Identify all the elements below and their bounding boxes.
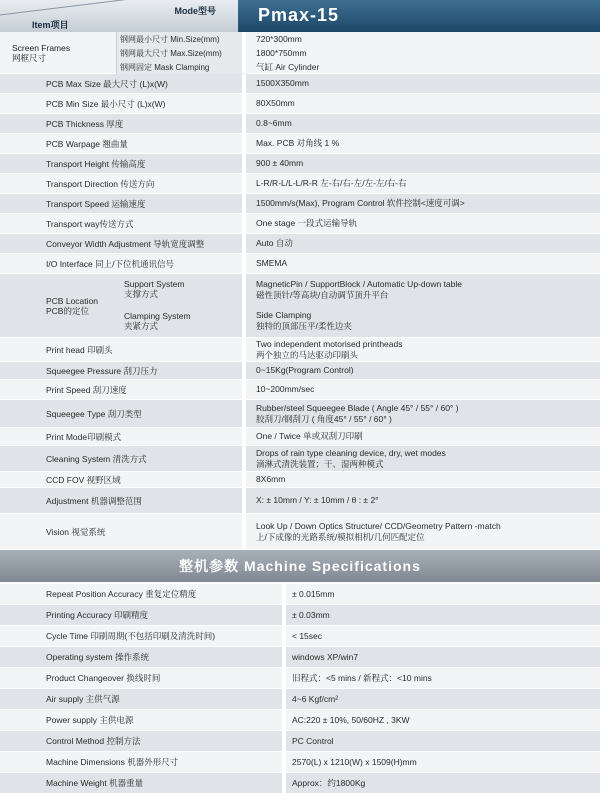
support-system-label-cn: 支撑方式 — [124, 289, 159, 299]
screen-frames-row — [0, 32, 600, 74]
machine-spec-value: < 15sec — [292, 631, 323, 641]
table-row — [0, 234, 600, 254]
spec-label: PCB Min Size 最小尺寸 (L)x(W) — [46, 98, 166, 109]
spec-value-line: X: ± 10mm / Y: ± 10mm / θ : ± 2° — [256, 495, 379, 505]
column-divider — [282, 647, 286, 667]
spec-value-line: Look Up / Down Optics Structure/ CCD/Geometry Pattern -match — [256, 520, 501, 531]
spec-label: Print Mode印刷模式 — [46, 431, 122, 442]
machine-spec-value: 旧程式：<5 mins / 新程式：<10 mins — [292, 673, 432, 683]
table-row — [0, 514, 600, 550]
column-divider — [282, 752, 286, 772]
machine-spec-value: windows XP/win7 — [292, 652, 359, 662]
machine-spec-value: 2570(L) x 1210(W) x 1509(H)mm — [292, 757, 417, 767]
support-system-value — [256, 277, 596, 303]
column-divider — [282, 689, 286, 709]
spec-value: 80X50mm — [256, 98, 295, 108]
screen-frames-label-en: Screen Frames — [12, 43, 71, 53]
header-label-cell — [0, 0, 238, 32]
table-row — [0, 174, 600, 194]
machine-spec-value: ± 0.015mm — [292, 589, 335, 599]
column-divider — [242, 274, 246, 337]
column-divider — [282, 731, 286, 751]
clamping-system-label-en: Clamping System — [124, 311, 191, 321]
column-divider — [282, 773, 286, 793]
machine-spec-label: Power supply 主供电源 — [46, 715, 134, 725]
machine-spec-value: 4~6 Kgf/cm² — [292, 694, 339, 704]
spec-value: 1500mm/s(Max), Program Control 软件控制<速度可调> — [256, 198, 465, 208]
column-divider — [282, 668, 286, 688]
table-row — [0, 731, 600, 752]
machine-spec-label: Operating system 操作系统 — [46, 652, 149, 662]
column-divider — [242, 472, 246, 487]
spec-label: Squeegee Pressure 刮刀压力 — [46, 365, 158, 376]
column-divider — [242, 338, 246, 361]
spec-value-line: 8X6mm — [256, 474, 286, 484]
column-divider — [242, 234, 246, 253]
screen-frames-sub-label: 钢网最大尺寸 Max.Size(mm) — [120, 48, 222, 58]
column-divider — [282, 710, 286, 730]
model-name-cell — [238, 0, 600, 32]
spec-value-line: 10~200mm/sec — [256, 384, 315, 394]
column-divider — [242, 194, 246, 213]
table-row — [0, 114, 600, 134]
table-row — [0, 488, 600, 514]
column-divider — [242, 428, 246, 445]
spec-label: PCB Warpage 翘曲量 — [46, 138, 128, 149]
screen-frames-sub-label: 钢网固定 Mask Clamping — [120, 62, 210, 72]
table-row — [0, 584, 600, 605]
table-row — [0, 605, 600, 626]
spec-value-line: 两个独立的马达驱动印刷头 — [256, 349, 359, 360]
table-row — [0, 689, 600, 710]
model-column-label: Mode型号 — [174, 6, 216, 16]
column-divider — [242, 362, 246, 379]
machine-spec-value: Approx：约1800Kg — [292, 778, 366, 788]
screen-frames-label — [0, 32, 118, 74]
support-system-label-en: Support System — [124, 279, 185, 289]
spec-label: Transport Height 传输高度 — [46, 158, 146, 169]
clamping-system-value — [256, 308, 596, 334]
spec-value-line: 0~15Kg(Program Control) — [256, 365, 354, 375]
support-system-value-en: MagneticPin / SupportBlock / Automatic Up-down table — [256, 279, 462, 289]
spec-label: PCB Thickness 厚度 — [46, 118, 124, 129]
spec-label: Print head 印刷头 — [46, 344, 113, 355]
machine-spec-label: Cycle Time 印刷周期(不包括印刷及清洗时间) — [46, 631, 216, 641]
spec-value-line: Two independent motorised printheads — [256, 338, 403, 349]
spec-value-line: One / Twice 单或双刮刀印刷 — [256, 431, 363, 441]
table-row — [0, 446, 600, 472]
column-divider — [242, 154, 246, 173]
spec-value: One stage 一段式运输导轨 — [256, 218, 358, 228]
spec-label: Cleaning System 清洗方式 — [46, 453, 147, 464]
spec-value-line: 滴淋式清洗装置；干、湿两种模式 — [256, 458, 384, 469]
column-divider — [242, 74, 246, 93]
screen-frames-value: 1800*750mm — [256, 47, 307, 58]
table-row — [0, 647, 600, 668]
table-row — [0, 428, 600, 446]
column-divider — [282, 605, 286, 625]
table-row — [0, 74, 600, 94]
table-row — [0, 254, 600, 274]
column-divider — [242, 400, 246, 427]
table-row — [0, 752, 600, 773]
column-divider — [242, 174, 246, 193]
machine-spec-value: ± 0.03mm — [292, 610, 330, 620]
clamping-system-label-cn: 夹紧方式 — [124, 321, 159, 331]
column-divider — [282, 584, 286, 604]
table-row — [0, 380, 600, 400]
machine-spec-label: Machine Weight 机器重量 — [46, 778, 144, 788]
spec-label: Transport way传送方式 — [46, 218, 134, 229]
spec-value — [256, 488, 596, 513]
spec-value — [256, 380, 596, 399]
table-row — [0, 214, 600, 234]
spec-value: 0.8~6mm — [256, 118, 292, 128]
machine-spec-label: Air supply 主供气源 — [46, 694, 120, 704]
spec-value: Max. PCB 对角线 1 % — [256, 138, 340, 148]
clamping-system-value-en: Side Clamping — [256, 310, 312, 320]
spec-value: Auto 自动 — [256, 238, 293, 248]
table-row — [0, 194, 600, 214]
spec-value — [256, 428, 596, 445]
spec-value — [256, 400, 596, 427]
table-row — [0, 94, 600, 114]
machine-spec-label: Repeat Position Accuracy 重复定位精度 — [46, 589, 197, 599]
table-header — [0, 0, 600, 32]
column-divider — [242, 446, 246, 471]
spec-value-line: 上/下成像的光路系统/模拟相机/几何匹配定位 — [256, 531, 425, 542]
support-system-value-cn: 磁性顶针/等高块/自动调节顶升平台 — [256, 290, 389, 300]
spec-label: Adjustment 机器调整范围 — [46, 495, 142, 506]
spec-label: CCD FOV 视野区域 — [46, 474, 121, 485]
table-row — [0, 626, 600, 647]
table-row — [0, 362, 600, 380]
spec-value-line: Rubber/steel Squeegee Blade ( Angle 45° / 55° / 60° ) — [256, 402, 459, 413]
spec-value: 1500X350mm — [256, 78, 309, 88]
spec-label: PCB Max Size 最大尺寸 (L)x(W) — [46, 78, 168, 89]
screen-frames-sub-label: 钢网最小尺寸 Min.Size(mm) — [120, 34, 220, 44]
column-divider — [242, 114, 246, 133]
machine-spec-value: PC Control — [292, 736, 334, 746]
table-row — [0, 773, 600, 794]
table-row — [0, 134, 600, 154]
column-divider — [242, 134, 246, 153]
screen-frames-value: 720*300mm — [256, 33, 302, 44]
support-system-label — [124, 279, 184, 299]
machine-spec-label: Control Method 控制方法 — [46, 736, 141, 746]
screen-frames-label-cn: 网框尺寸 — [12, 53, 47, 63]
table-row — [0, 472, 600, 488]
table-row — [0, 668, 600, 689]
column-divider — [242, 214, 246, 233]
spec-value: 900 ± 40mm — [256, 158, 304, 168]
spec-label: I/O Interface 同上/下位机通讯信号 — [46, 258, 174, 269]
pcb-location-label — [46, 274, 122, 337]
spec-label: Transport Direction 传送方向 — [46, 178, 155, 189]
table-row — [0, 154, 600, 174]
spec-value: SMEMA — [256, 258, 288, 268]
spec-label: Conveyor Width Adjustment 导轨宽度调整 — [46, 238, 205, 249]
column-divider — [242, 380, 246, 399]
spec-label: Transport Speed 运输速度 — [46, 198, 146, 209]
clamping-system-value-cn: 独特的顶部压平/柔性边夹 — [256, 321, 352, 331]
section-title: 整机参数 Machine Specifications — [179, 558, 421, 574]
table-row — [0, 400, 600, 428]
column-divider — [242, 32, 246, 73]
spec-value — [256, 362, 596, 379]
spec-value — [256, 472, 596, 487]
spec-value-line: 胶刮刀/钢刮刀 ( 角度45° / 55° / 60° ) — [256, 413, 392, 424]
spec-value — [256, 338, 596, 361]
spec-value-line: Drops of rain type cleaning device, dry, wet modes — [256, 447, 446, 458]
pcb-location-label-cn: PCB的定位 — [46, 305, 89, 316]
table-row — [0, 710, 600, 731]
column-divider — [242, 488, 246, 513]
column-divider — [242, 94, 246, 113]
model-name: Pmax-15 — [258, 5, 340, 25]
spec-value: L-R/R-L/L-L/R-R 左-右/右-左/左-左/右-右 — [256, 178, 407, 188]
machine-spec-label: Printing Accuracy 印刷精度 — [46, 610, 149, 620]
pcb-location-row — [0, 274, 600, 338]
clamping-system-label — [124, 311, 191, 331]
spec-value — [256, 514, 596, 549]
machine-spec-label: Product Changeover 换线时间 — [46, 673, 161, 683]
pcb-location-label-en: PCB Location — [46, 295, 98, 306]
spec-value — [256, 446, 596, 471]
spec-label: Print Speed 刮刀速度 — [46, 384, 127, 395]
machine-spec-label: Machine Dimensions 机器外形尺寸 — [46, 757, 179, 767]
item-column-label: Item项目 — [32, 20, 69, 30]
table-row — [0, 338, 600, 362]
column-divider — [242, 514, 246, 549]
spec-label: Squeegee Type 刮刀类型 — [46, 408, 142, 419]
machine-spec-value: AC:220 ± 10%, 50/60HZ , 3KW — [292, 715, 410, 725]
column-divider — [282, 626, 286, 646]
column-divider — [242, 254, 246, 273]
machine-specs-banner — [0, 550, 600, 582]
spec-label: Vision 视觉系统 — [46, 526, 106, 537]
screen-frames-value: 气缸 Air Cylinder — [256, 61, 320, 72]
